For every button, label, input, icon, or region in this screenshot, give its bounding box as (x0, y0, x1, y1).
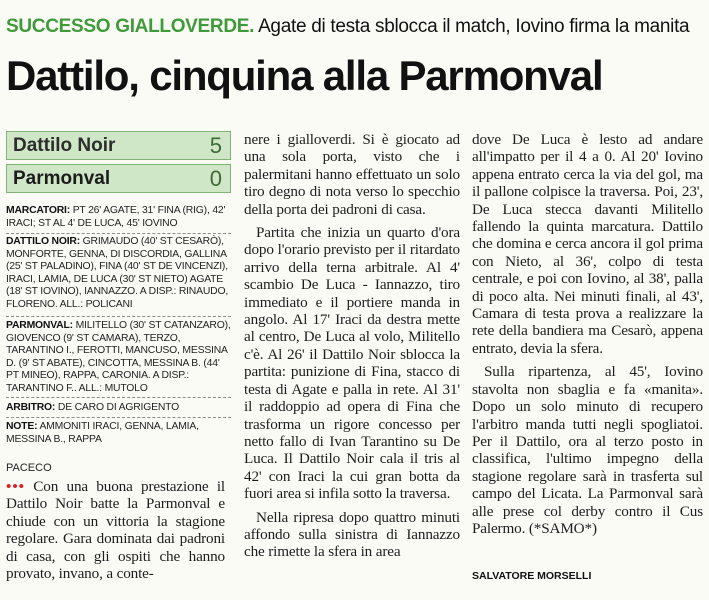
arbitro-text: DE CARO DI AGRIGENTO (57, 402, 179, 413)
article-paragraph: Sulla ripartenza, al 45', Iovino stavolta non sbaglia e fa «manita». Dopo un solo minuto di recupero l'arbitro manda tutti negli spogliatoi. Per il Dattilo, ora al terzo posto in classifica, l'ultimo impegno della stagione regolare sarà in trasferta sul campo del Licata. La Parmonval sarà alle prese col derby contro il Cus Palermo. (*SAMO*) (472, 363, 703, 537)
arbitro-label: ARBITRO: (6, 402, 56, 413)
dattilo-label: DATTILO NOIR: (6, 236, 80, 247)
parmonval-label: PARMONVAL: (6, 320, 73, 331)
article-col1-text: Con una buona prestazione il Dattilo Noir batte la Parmonval e chiude con un vittoria la stagione regolare. Gara dominata dai padroni di casa, con gli ospiti che hanno provato, invano, a conte- (6, 478, 225, 583)
article-paragraph: Nella ripresa dopo quattro minuti affondo sulla sinistra di Iannazzo che rimette la sfera in area (244, 508, 460, 561)
divider (6, 233, 231, 234)
headline: Dattilo, cinquina alla Parmonval (6, 52, 603, 99)
article-column-2 (244, 131, 460, 561)
marcatori-block (6, 205, 231, 230)
dattilo-lineup-block (6, 236, 231, 312)
note-text: AMMONITI IRACI, GENNA, LAMIA, MESSINA B., RAPPA (6, 421, 199, 445)
away-team-name: Parmonval (13, 168, 111, 189)
divider (6, 316, 231, 317)
dattilo-lineup-text: GRIMAUDO (40' ST CESARÒ), MONFORTE, GENNA, DI DISCORDIA, GALLINA (25' ST PALADINO), FINA (40' ST DE VINCENZI), IRACI, LAMIA, DE LUCA (30' ST NIETO) AGATE (18' ST IOVINO), IANNAZZO. A DISP.: RINAUDO, FLORENO. ALL.: POLICANI (6, 236, 229, 310)
kicker-label: SUCCESSO GIALLOVERDE. (6, 16, 255, 37)
scoreboard-home-row (6, 131, 231, 160)
article-paragraph: Partita che inizia un quarto d'ora dopo l'orario previsto per il ritardato arrivo della terna arbitrale. Al 4' scambio De Luca - Iannazzo, tiro immediato e il portiere manda in angolo. Al 17' Iraci da destra mette al centro, De Luca al volo, Militello c'è. Al 26' il Dattilo Noir sblocca la partita: punizione di Fina, stacco di testa di Agate e palla in rete. Al 31' il raddoppio ad opera di Fina che trasforma un rigore concesso per netto fallo di Ivan Tarantino su De Luca. Il Dattilo Noir cala il tris al 42' con Iraci la cui gran botta da fuori area si infila sotto la traversa. (244, 224, 460, 503)
author-signature: SALVATORE MORSELLI (472, 570, 592, 582)
marcatori-label: MARCATORI: (6, 205, 70, 216)
bullet-dots: ••• (6, 478, 25, 495)
arbitro-block (6, 402, 231, 415)
home-team-name: Dattilo Noir (13, 135, 116, 156)
article-column-3 (472, 131, 703, 537)
note-label: NOTE: (6, 421, 38, 432)
article-column-1 (6, 478, 225, 582)
marcatori-text: PT 26' AGATE, 31' FINA (RIG), 42' IRACI; ST AL 4' DE LUCA, 45' IOVINO (6, 205, 226, 229)
parmonval-lineup-text: MILITELLO (30' ST CATANZARO), GIOVENCO (9' ST CAMARA), TERZO, TARANTINO I., FEROTTI, MANCUSO, MESSINA D. (9' ST ABATE), CINCOTTA, MESSINA B. (44' PT MINEO), RAPPA, CARONIA. A DISP.: TARANTINO F.. ALL.: MUTOLO (6, 320, 231, 394)
scoreboard-away-row (6, 164, 231, 193)
away-team-score: 0 (209, 166, 222, 191)
article-paragraph: dove De Luca è lesto ad andare all'impatto per il 4 a 0. Al 20' Iovino appena entrato cerca la via del gol, ma il pallone colpisce la traversa. Poi, 23', De Luca stecca davanti Militello fallendo la quinta marcatura. Dattilo che domina e cerca ancora il gol prima con Nieto, al 36', colpo di testa centrale, e poi con Iovino, al 38', palla di poco alta. Nei minuti finali, al 43', Camara di testa prova a realizzare la rete della bandiera ma Cesarò, appena entrato, devia la sfera. (472, 131, 703, 357)
kicker (6, 16, 706, 38)
home-team-score: 5 (209, 133, 222, 158)
kicker-text: Agate di testa sblocca il match, Iovino firma la manita (258, 16, 690, 37)
note-block (6, 421, 231, 446)
divider (6, 397, 231, 398)
article-paragraph: nere i gialloverdi. Si è giocato ad una sola porta, visto che i palermitani hanno effettuato un solo tiro degno di nota verso lo specchio della porta dei padroni di casa. (244, 131, 460, 218)
parmonval-lineup-block (6, 320, 231, 396)
divider (6, 417, 231, 418)
dateline: PACECO (6, 462, 52, 474)
